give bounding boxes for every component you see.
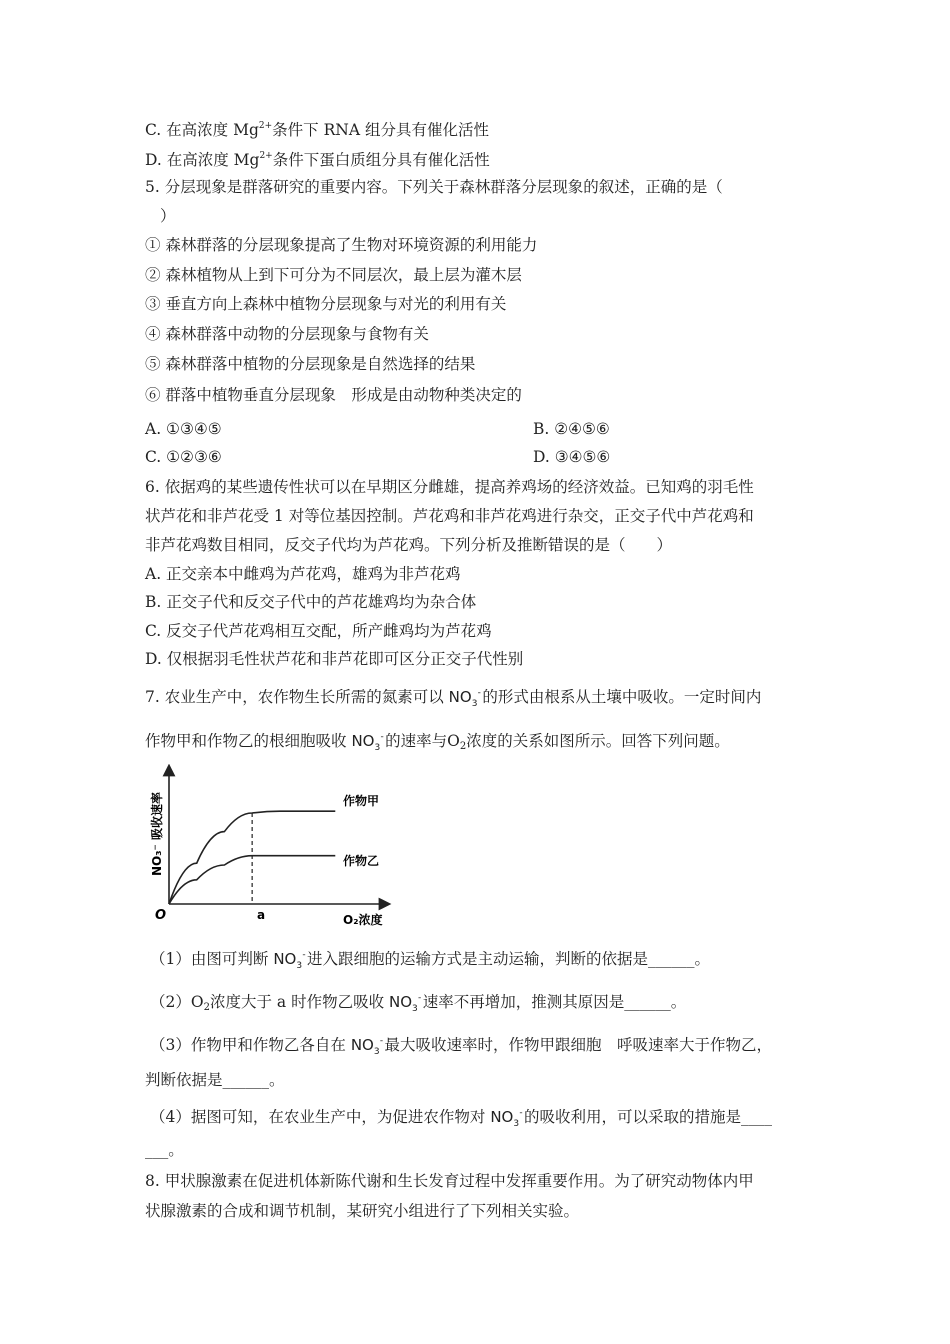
q5-option-d: D. ③④⑤⑥ (533, 448, 611, 466)
nitrate-formula: $NO_3$ - (389, 993, 422, 1014)
legend-series-jia: 作物甲 (343, 794, 380, 808)
q5-statement: ⑥ 群落中植物垂直分层现象 形成是由动物种类决定的 (145, 386, 522, 404)
q6-option-c: C. 反交子代芦花鸡相互交配，所产雌鸡均为芦花鸡 (145, 622, 492, 640)
q7-sub1: （1）由图可判断 $NO_3$ - 进入跟细胞的运输方式是主动运输，判断的依据是______。 (150, 950, 711, 971)
q4-option-d: D. 在高浓度 $Mg^{2+}$条件下蛋白质组分具有催化活性 (145, 151, 490, 169)
q5-option-a: A. ①③④⑤ (145, 420, 222, 438)
x-axis-label: O₂浓度 (343, 913, 383, 927)
q5-statement: ② 森林植物从上到下可分为不同层次，最上层为灌木层 (145, 266, 522, 284)
plot-area (169, 811, 335, 904)
oxygen-formula: $O_2$ (447, 732, 467, 752)
nitrate-formula: $NO_3$ - (273, 950, 306, 971)
y-axis-label: NO₃⁻ 吸收速率 (150, 791, 164, 876)
oxygen-formula: $O_2$ (190, 993, 210, 1013)
q7-sub2: $(2)O_2$浓度大于 a 时作物乙吸收 $NO_3$ - 速率不再增加，推测其原因是______。 (150, 993, 687, 1014)
q5-option-c: C. ①②③⑥ (145, 448, 222, 466)
q5-stem: 5. 分层现象是群落研究的重要内容。下列关于森林群落分层现象的叙述，正确的是（ (145, 178, 723, 196)
q5-option-b: B. ②④⑤⑥ (533, 420, 610, 438)
uptake-rate-chart (145, 764, 395, 934)
q5-statement: ③ 垂直方向上森林中植物分层现象与对光的利用有关 (145, 295, 507, 313)
nitrate-formula: $NO_3$ - (350, 1036, 384, 1057)
q7-sub3: （3）作物甲和作物乙各自在 $NO_3$ - 最大吸收速率时，作物甲跟细胞 呼吸速率大于作物乙， (150, 1036, 773, 1057)
q7-sub4: （4）据图可知，在农业生产中，为促进农作物对 $NO_3$ - 的吸收利用，可以采取的措施是____ (150, 1108, 773, 1129)
q5-statement: ⑤ 森林群落中植物的分层现象是自然选择的结果 (145, 355, 476, 373)
q6-option-b: B. 正交子代和反交子代中的芦花雄鸡均为杂合体 (145, 593, 477, 611)
q8-stem-line: 8. 甲状腺激素在促进机体新陈代谢和生长发育过程中发挥重要作用。为了研究动物体内甲 (145, 1172, 754, 1190)
legend-series-yi: 作物乙 (343, 854, 380, 868)
q5-statement: ④ 森林群落中动物的分层现象与食物有关 (145, 325, 429, 343)
q6-stem-line: 非芦花鸡数目相同，反交子代均为芦花鸡。下列分析及推断错误的是（ ） (145, 536, 673, 554)
q6-option-d: D. 仅根据羽毛性状芦花和非芦花即可区分正交子代性别 (145, 650, 524, 668)
q5-statement: ① 森林群落的分层现象提高了生物对环境资源的利用能力 (145, 236, 538, 254)
q4-option-c: C. 在高浓度 $Mg^{2+}$条件下 RNA 组分具有催化活性 (145, 121, 489, 139)
q6-stem-line: 状芦花和非芦花受 1 对等位基因控制。芦花鸡和非芦花鸡进行杂交，正交子代中芦花鸡和 (145, 507, 754, 525)
nitrate-formula: $NO_3$ - (351, 732, 384, 753)
q6-stem-line: 6. 依据鸡的某些遗传性状可以在早期区分雌雄，提高养鸡场的经济效益。已知鸡的羽毛性 (145, 478, 754, 496)
q7-stem-line: 7. 农业生产中，农作物生长所需的氮素可以 $NO_3$ - 的形式由根系从土壤中吸收。一定时间内 (145, 688, 762, 709)
q5-stem-end: ） (160, 207, 176, 225)
nitrate-formula: $NO_3$ - (490, 1108, 523, 1129)
marker-label: a (257, 908, 266, 922)
nitrate-formula: $NO_3$ - (448, 688, 481, 709)
q7-sub3-cont: 判断依据是______。 (145, 1071, 285, 1089)
q8-stem-line: 状腺激素的合成和调节机制，某研究小组进行了下列相关实验。 (145, 1202, 580, 1220)
origin-label: O (155, 908, 167, 923)
q7-sub4-cont: ___。 (145, 1141, 184, 1159)
q6-option-a: A. 正交亲本中雌鸡为芦花鸡，雄鸡为非芦花鸡 (145, 565, 461, 583)
q7-stem-line: 作物甲和作物乙的根细胞吸收 $NO_3$ - 的速率与$O_2$浓度的关系如图所示。回答下列问题。 (145, 732, 730, 753)
